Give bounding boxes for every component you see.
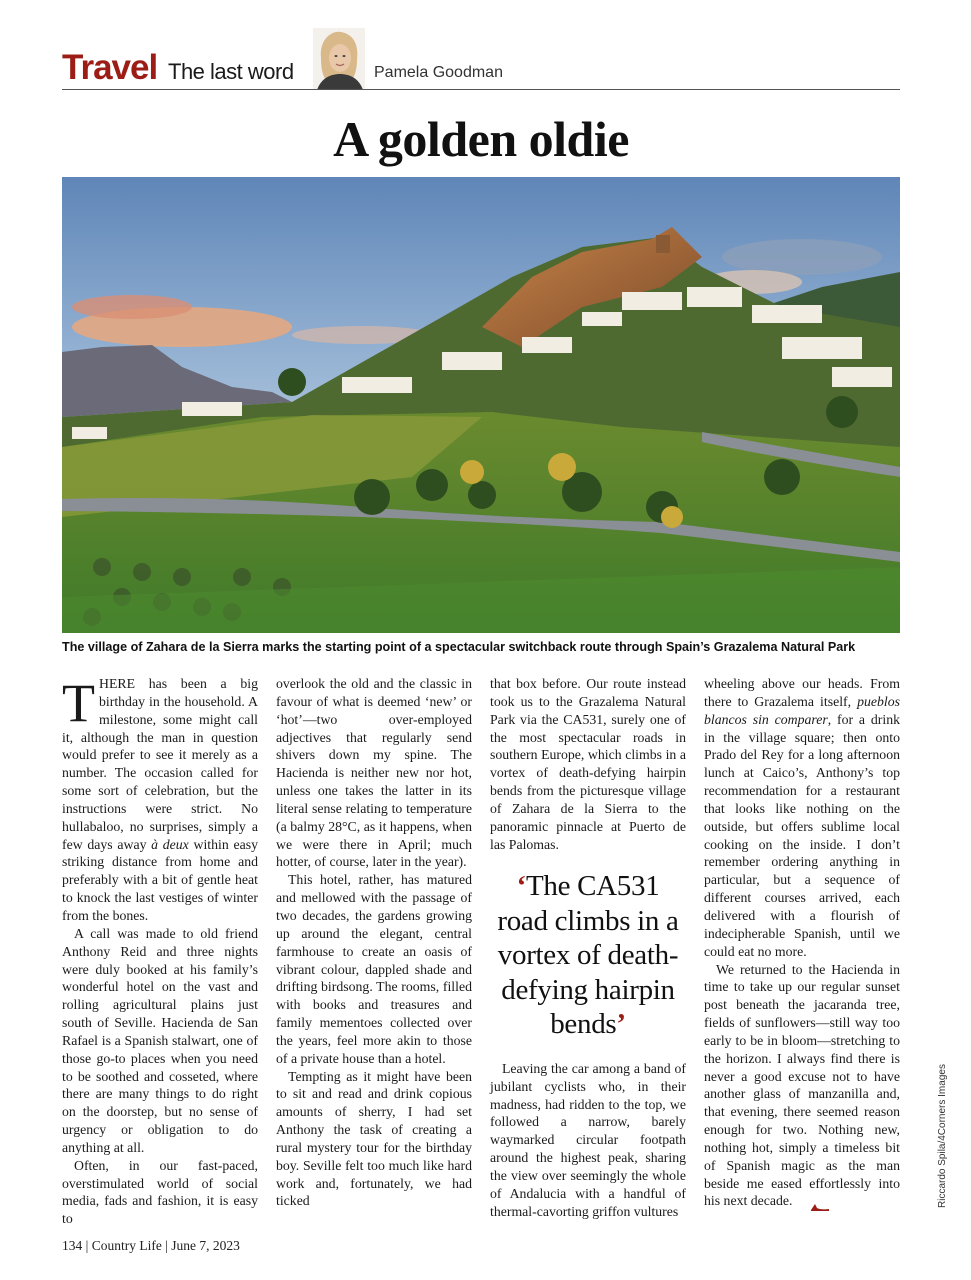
photo-caption: The village of Zahara de la Sierra marks the starting point of a spectacular switchback route through Spain’s Grazalema Natural Park — [62, 640, 856, 654]
column-title: The last word — [168, 59, 294, 84]
section-title: Travel — [62, 48, 158, 87]
article-column-2 — [276, 675, 472, 1210]
paragraph: overlook the old and the classic in favour of what is deemed ‘new’ or ‘hot’—two over-employed adjectives that regularly send shivers down my spine. The Hacienda is neither new nor hot, unless one takes the latter in its literal sense relating to temperature (a balmy 28°C, as it happens, when we were there in April; much hotter, of course, later in the year). — [276, 676, 472, 870]
paragraph: Often, in our fast-paced, overstimulated world of social media, fads and fashion, it is easy to — [62, 1157, 258, 1227]
paragraph: that box before. Our route instead took us to the Grazalema Natural Park via the CA531, surely one of the most spectacular roads in southern Europe, which climbs in a vortex of death-defying hairpin bends from the picturesque village of Zahara de la Sierra to the panoramic pinnacle at Puerto de las Palomas. — [490, 676, 686, 852]
article-column-1 — [62, 675, 258, 1228]
paragraph: Tempting as it might have been to sit and read and drink copious amounts of sherry, I had set Anthony the task of creating a rural mystery tour for the birthday boy. Seville felt too much like hard work and, fortunately, we had ticked — [276, 1068, 472, 1209]
open-quote-icon: ‘ — [516, 870, 526, 903]
paragraph: THERE has been a big birthday in the household. A milestone, some might call it, although the man in question would prefer to see it merely as a number. The occasion called for some sort of celebration, but the instructions were strict. No hullabaloo, no surprises, simply a few days away à deux within easy striking distance from home and preferably with a bit of gentle heat to knock the last vestiges of winter from the bones. — [62, 673, 258, 923]
close-quote-icon: ’ — [616, 1008, 626, 1041]
author-name: Pamela Goodman — [374, 64, 503, 81]
article-column-4 — [704, 675, 900, 1210]
hero-photo — [62, 177, 900, 633]
paragraph: Leaving the car among a band of jubilant cyclists who, in their madness, had ridden to the top, we followed a narrow, barely waymarked circular footpath around the highest peak, sharing the view over seemingly the whole of Andalucia with a handful of thermal-cavorting griffon vultures — [490, 1060, 686, 1219]
pull-quote: ‘The CA531 road climbs in a vortex of death-defying hairpin bends’ — [497, 870, 679, 1041]
drop-cap: T — [62, 673, 95, 733]
end-mark-icon — [799, 1198, 817, 1206]
header-rule — [62, 89, 900, 90]
paragraph: A call was made to old friend Anthony Reid and three nights were duly booked at his family’s wonderful hotel on the vast and rolling agricultural plains just south of Seville. Hacienda de San Rafael is a Spanish stalwart, one of those go-to places when you need to be soothed and cosseted, where there are many things to do right on the doorstep, but no sense of urgency or obligation to do anything at all. — [62, 925, 258, 1155]
page-footer: 134 | Country Life | June 7, 2023 — [62, 1238, 240, 1253]
page-header — [62, 44, 900, 90]
paragraph: We returned to the Hacienda in time to take up our regular sunset post beneath the jacaranda tree, fields of sunflowers—still way too early to be in bloom—stretching to the horizon. I always find there is never a good excuse not to have another glass of manzanilla and, that evening, there seemed reason enough for two. Nothing new, nothing hot, simply a timeless bit of Spanish magic as the man beside me eased effortlessly into his next decade. — [704, 961, 900, 1211]
paragraph: This hotel, rather, has matured and mellowed with the passage of two decades, the gardens growing up around the elegant, central farmhouse to create an oasis of vibrant colour, dappled shade and drifting birdsong. The rooms, filled with books and treasures and family mementoes collected over the years, feel more akin to those of a private house than a hotel. — [276, 872, 472, 1066]
article-column-3 — [490, 675, 686, 1221]
photo-credit: Riccardo Spila/4Corners Images — [937, 1064, 948, 1208]
paragraph: wheeling above our heads. From there to Grazalema itself, pueblos blancos sin comparer, for a drink in the village square; then onto Prado del Rey for a long afternoon lunch at Caico’s, Anthony’s top recommendation for a restaurant that looks like nothing on the outside, but offers sublime local cooking on the inside. I don’t remember ordering anything in particular, but a sequence of different courses arrived, each delivered with a flourish of indecipherable Spanish, until we could eat no more. — [704, 676, 900, 959]
author-avatar — [313, 28, 365, 90]
headline: A golden oldie — [333, 111, 629, 167]
